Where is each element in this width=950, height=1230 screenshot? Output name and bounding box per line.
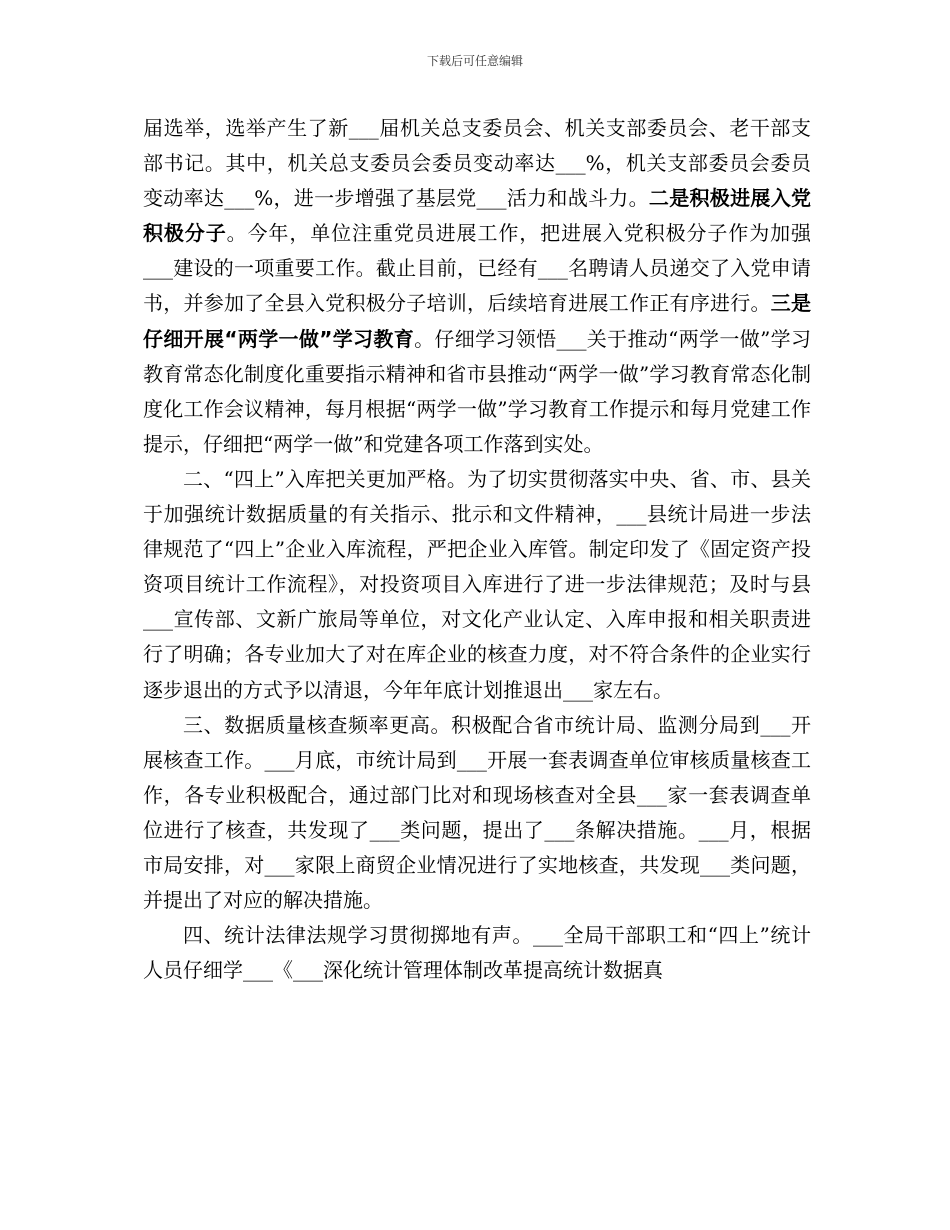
page-header: 下载后可任意编辑 <box>426 54 523 68</box>
bold-heading-run: 三是仔细开展“两学一做”学习教育 <box>143 291 811 351</box>
bold-heading-run: 二是积极进展入党积极分子 <box>143 186 812 246</box>
text-run: 。今年，单位注重党员进展工作，把进展入党积极分子作为加强___建设的一项重要工作。截止目前，已经有___名聘请人员递交了入党申请书，并参加了全县入党积极分子培训，后续培育进展工作正有序进行。 <box>143 221 812 316</box>
text-run: 三、数据质量核查频率更高。积极配合省市统计局、监测分局到___开展核查工作。___月底，市统计局到___开展一套表调查单位审核质量核查工作，各专业积极配合，通过部门比对和现场核查对全县___家一套表调查单位进行了核查，共发现了___类问题，提出了___条解决措施。___月，根据市局安排，对___家限上商贸企业情况进行了实地核查，共发现___类问题，并提出了对应的解决措施。 <box>143 712 811 913</box>
text-run: 届选举，选举产生了新___届机关总支委员会、机关支部委员会、老干部支部书记。其中，机关总支委员会委员变动率达___%，机关支部委员会委员变动率达___%，进一步增强了基层党___活力和战斗力。 <box>143 116 811 211</box>
text-run: 。仔细学习领悟___关于推动“两学一做”学习教育常态化制度化重要指示精神和省市县推动“两学一做”学习教育常态化制度化工作会议精神，每月根据“两学一做”学习教育工作提示和每月党建工作提示，仔细把“两学一做”和党建各项工作落到实处。 <box>143 326 811 456</box>
paragraph-1 <box>143 111 811 462</box>
paragraph-4 <box>143 918 811 988</box>
document-body <box>143 111 811 988</box>
paragraph-3 <box>143 708 811 919</box>
paragraph-2 <box>143 462 811 708</box>
text-run: 二、“四上”入库把关更加严格。为了切实贯彻落实中央、省、市、县关于加强统计数据质量的有关指示、批示和文件精神，___县统计局进一步法律规范了“四上”企业入库流程，严把企业入库管。制定印发了《固定资产投资项目统计工作流程》，对投资项目入库进行了进一步法律规范；及时与县___宣传部、文新广旅局等单位，对文化产业认定、入库申报和相关职责进行了明确；各专业加大了对在库企业的核查力度，对不符合条件的企业实行逐步退出的方式予以清退，今年年底计划推退出___家左右。 <box>143 466 811 702</box>
text-run: 四、统计法律法规学习贯彻掷地有声。___全局干部职工和“四上”统计人员仔细学___《___深化统计管理体制改革提高统计数据真 <box>143 923 811 983</box>
